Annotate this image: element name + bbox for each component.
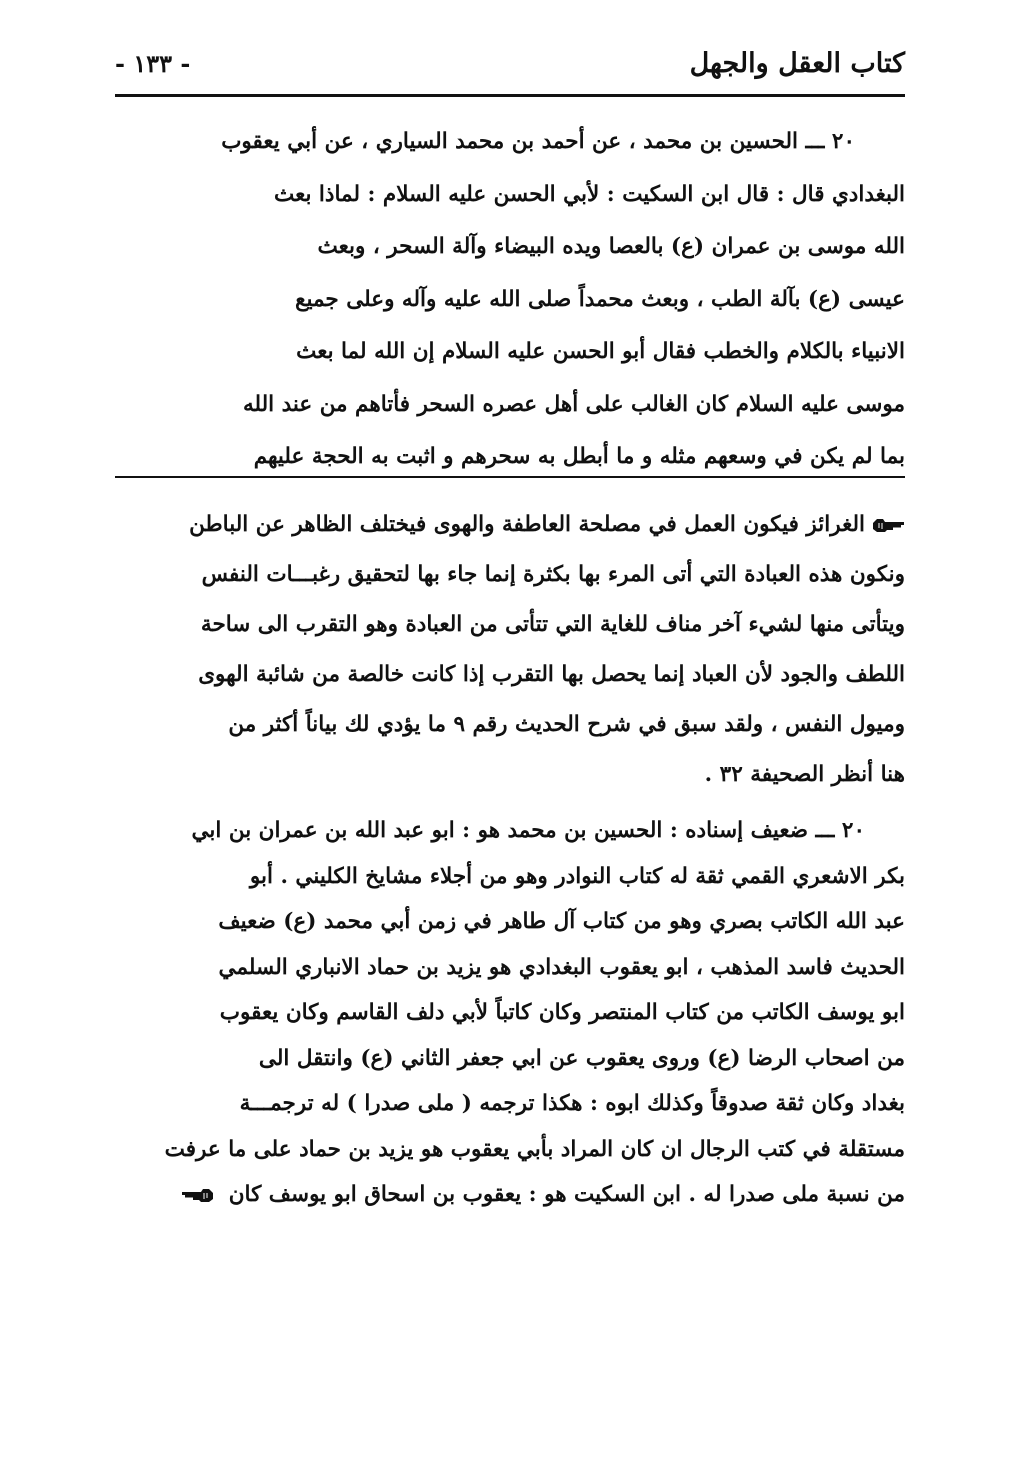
page-number: - ١٣٣ -: [115, 48, 191, 78]
footnote-line: الحديث فاسد المذهب ، ابو يعقوب البغدادي هو يزيد بن حماد الانباري السلمي: [218, 954, 905, 980]
footnote-line: الغرائز فيكون العمل في مصلحة العاطفة والهوى فيختلف الظاهر عن الباطن: [133, 500, 905, 550]
footnote-line: اللطف والجود لأن العباد إنما يحصل بها التقرب إذا كانت خالصة من شائبة الهوى: [198, 662, 905, 687]
footnote-line: ابو يوسف الكاتب من كتاب المنتصر وكان كاتباً لأبي دلف القاسم وكان يعقوب: [219, 1000, 905, 1025]
pointing-hand-icon: [871, 515, 905, 535]
main-line: عيسى (ع) بآلة الطب ، وبعث محمداً صلى الله عليه وآله وعلى جميع: [295, 286, 905, 312]
main-line: الانبياء بالكلام والخطب فقال أبو الحسن عليه السلام إن الله لما بعث: [296, 339, 905, 364]
main-line: البغدادي قال : قال ابن السكيت : لأبي الحسن عليه السلام : لماذا بعث: [273, 181, 905, 207]
footnote-continuation: [133, 500, 905, 800]
hadith-text: [133, 116, 905, 484]
footnote-line: عبد الله الكاتب بصري وهو من كتاب آل طاهر في زمن أبي محمد (ع) ضعيف: [218, 909, 905, 934]
main-line: بما لم يكن في وسعهم مثله و ما أبطل به سحرهم و اثبت به الحجة عليهم: [253, 444, 905, 469]
footnote-line: هنا أنظر الصحيفة ٣٢ .: [704, 762, 905, 787]
footnote-line: ونكون هذه العبادة التي أتى المرء بها بكثرة إنما جاء بها لتحقيق رغبـــات النفس: [201, 562, 905, 587]
pointing-hand-icon: [181, 1185, 215, 1205]
main-line: موسى عليه السلام كان الغالب على أهل عصره السحر فأتاهم من عند الله: [242, 391, 905, 417]
footnote-line: بغداد وكان ثقة صدوقاً وكذلك ابوه : هكذا ترجمه ( ملى صدرا ) له ترجمـــة: [239, 1091, 905, 1116]
footnote-20: [133, 808, 905, 1218]
footnote-line: من اصحاب الرضا (ع) وروى يعقوب عن ابي جعفر الثاني (ع) وانتقل الى: [258, 1045, 905, 1071]
page-header: [115, 38, 905, 88]
footnote-line: ويتأتى منها لشيء آخر مناف للغاية التي تتأتى من العبادة وهو التقرب الى ساحة: [200, 612, 905, 637]
footnote-line: من نسبة ملى صدرا له . ابن السكيت هو : يعقوب بن اسحاق ابو يوسف كان: [133, 1172, 905, 1218]
footnote-line: وميول النفس ، ولقد سبق في شرح الحديث رقم ٩ ما يؤدي لك بياناً أكثر من: [228, 712, 905, 737]
main-line: ٢٠ ـــ الحسين بن محمد ، عن أحمد بن محمد السياري ، عن أبي يعقوب: [221, 129, 855, 154]
footnote-separator: [115, 476, 905, 478]
main-line: الله موسى بن عمران (ع) بالعصا ويده البيضاء وآلة السحر ، وبعث: [317, 234, 905, 259]
footnote-line: ٢٠ ـــ ضعيف إسناده : الحسين بن محمد هو : ابو عبد الله بن عمران بن ابي: [191, 818, 865, 843]
chapter-title: كتاب العقل والجهل: [689, 47, 905, 79]
header-rule: [115, 94, 905, 97]
footnote-line: مستقلة في كتب الرجال ان كان المراد بأبي يعقوب هو يزيد بن حماد على ما عرفت: [164, 1136, 905, 1162]
footnote-line: بكر الاشعري القمي ثقة له كتاب النوادر وهو من أجلاء مشايخ الكليني . أبو: [249, 863, 905, 889]
